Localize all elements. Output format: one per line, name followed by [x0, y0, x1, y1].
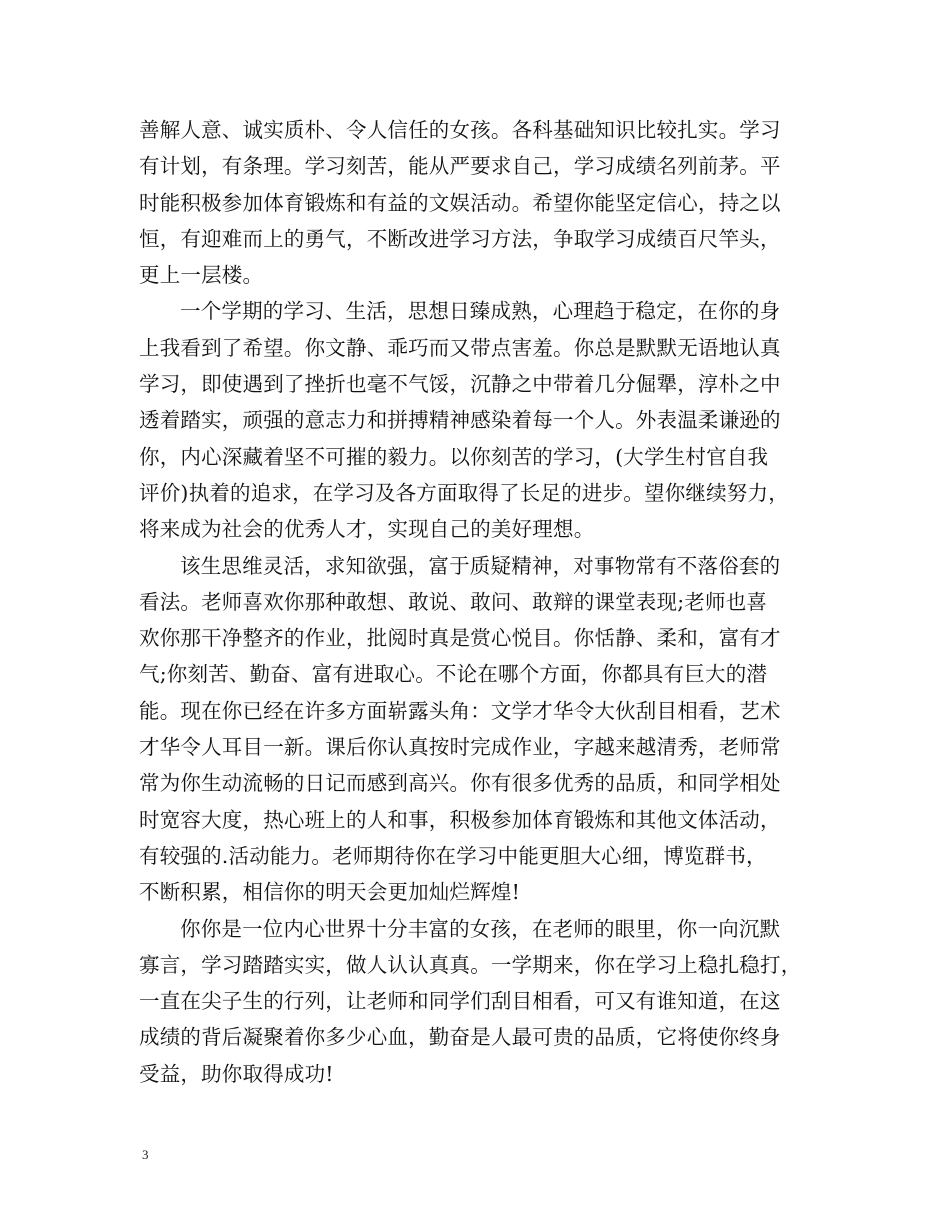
- text-line: 一直在尖子生的行列，让老师和同学们刮目相看，可又有谁知道，在这: [139, 989, 781, 1014]
- text-line: 评价)执着的追求，在学习及各方面取得了长足的进步。望你继续努力，: [139, 480, 789, 505]
- text-line: 有较强的.活动能力。老师期待你在学习中能更胆大心细，博览群书，: [139, 843, 767, 868]
- text-line: 你，内心深藏着坚不可摧的毅力。以你刻苦的学习，(大学生村官自我: [139, 444, 769, 469]
- text-line: 寡言，学习踏踏实实，做人认认真真。一学期来，你在学习上稳扎稳打，: [139, 952, 802, 977]
- text-line: 常为你生动流畅的日记而感到高兴。你有很多优秀的品质，和同学相处: [139, 771, 781, 796]
- text-line: 学习，即使遇到了挫折也毫不气馁，沉静之中带着几分倔犟，淳朴之中: [139, 372, 781, 397]
- text-line: 气;你刻苦、勤奋、富有进取心。不论在哪个方面，你都具有巨大的潜: [139, 662, 768, 687]
- text-line: 才华令人耳目一新。课后你认真按时完成作业，字越来越清秀，老师常: [139, 735, 781, 760]
- text-line: 时能积极参加体育锻炼和有益的文娱活动。希望你能坚定信心，持之以: [139, 190, 781, 215]
- text-line: 时宽容大度，热心班上的人和事，积极参加体育锻炼和其他文体活动，: [139, 807, 781, 832]
- document-body: [139, 112, 819, 1092]
- text-line: 善解人意、诚实质朴、令人信任的女孩。各科基础知识比较扎实。学习: [139, 118, 781, 142]
- text-line: 不断积累，相信你的明天会更加灿烂辉煌!: [139, 880, 521, 905]
- text-line: 恒，有迎难而上的勇气，不断改进学习方法，争取学习成绩百尺竿头，: [139, 226, 781, 251]
- text-line: 能。现在你已经在许多方面崭露头角：文学才华令大伙刮目相看，艺术: [139, 698, 781, 723]
- text-line: 你你是一位内心世界十分丰富的女孩，在老师的眼里，你一向沉默: [180, 916, 781, 941]
- page-number: 3: [142, 1147, 149, 1162]
- text-line: 一个学期的学习、生活，思想日臻成熟，心理趋于稳定，在你的身: [180, 299, 781, 324]
- text-line: 将来成为社会的优秀人才，实现自己的美好理想。: [139, 517, 595, 542]
- text-line: 成绩的背后凝聚着你多少心血，勤奋是人最可贵的品质，它将使你终身: [139, 1025, 781, 1050]
- text-line: 受益，助你取得成功!: [139, 1061, 334, 1086]
- text-line: 更上一层楼。: [139, 263, 264, 288]
- text-line: 该生思维灵活，求知欲强，富于质疑精神，对事物常有不落俗套的: [180, 553, 781, 578]
- text-line: 有计划，有条理。学习刻苦，能从严要求自己，学习成绩名列前茅。平: [139, 154, 781, 179]
- text-line: 透着踏实，顽强的意志力和拼搏精神感染着每一个人。外表温柔谦逊的: [139, 408, 781, 433]
- text-line: 看法。老师喜欢你那种敢想、敢说、敢问、敢辩的课堂表现;老师也喜: [139, 589, 768, 614]
- text-line: 欢你那干净整齐的作业，批阅时真是赏心悦目。你恬静、柔和，富有才: [139, 626, 781, 651]
- text-line: 上我看到了希望。你文静、乖巧而又带点害羞。你总是默默无语地认真: [139, 335, 781, 360]
